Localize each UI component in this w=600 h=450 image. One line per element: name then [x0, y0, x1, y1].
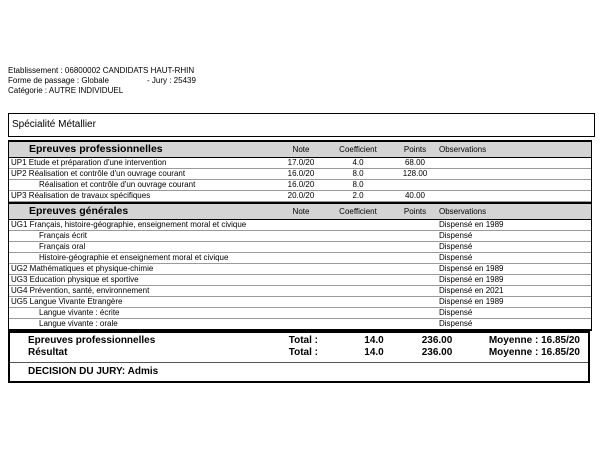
- table-row: [9, 286, 591, 297]
- column-header-coefficient: Coefficient: [339, 207, 377, 216]
- header-info-block: [8, 66, 194, 96]
- row-observations: Dispensé: [439, 253, 473, 262]
- row-label: UP1 Etude et préparation d'une intervention: [11, 158, 167, 167]
- row-coefficient: 8.0: [352, 169, 364, 178]
- summary-box: [8, 331, 590, 383]
- row-label: UG4 Prévention, santé, environnement: [11, 286, 150, 295]
- row-observations: Dispensé en 1989: [439, 297, 504, 306]
- summary-row-resultat: [10, 347, 588, 359]
- specialite-box: Spécialité Métallier: [8, 113, 595, 137]
- row-observations: Dispensé en 1989: [439, 275, 504, 284]
- summary-total-coefficient: 14.0: [364, 347, 384, 358]
- table-row: [9, 275, 591, 286]
- jury-number: - Jury : 25439: [147, 76, 196, 85]
- row-label: Histoire-géographie et enseignement moral et civique: [39, 253, 229, 262]
- row-label: Langue vivante : écrite: [39, 308, 120, 317]
- row-coefficient: 2.0: [352, 191, 364, 200]
- row-label: UP3 Réalisation de travaux spécifiques: [11, 191, 151, 200]
- row-label: Français écrit: [39, 231, 88, 240]
- row-label: UP2 Réalisation et contrôle d'un ouvrage courant: [11, 169, 186, 178]
- jury-decision: DECISION DU JURY: Admis: [10, 362, 588, 381]
- row-coefficient: 4.0: [352, 158, 364, 167]
- column-header-note: Note: [292, 145, 310, 154]
- table-row: [9, 242, 591, 253]
- summary-row-label: Epreuves professionnelles: [28, 335, 156, 346]
- section-title: Epreuves professionnelles: [29, 143, 163, 155]
- row-label: Réalisation et contrôle d'un ouvrage courant: [39, 180, 196, 189]
- table-row: [9, 158, 591, 169]
- summary-total-coefficient: 14.0: [364, 335, 384, 346]
- row-label: Langue vivante : orale: [39, 319, 118, 328]
- row-observations: Dispensé en 1989: [439, 264, 504, 273]
- summary-row-label: Résultat: [28, 347, 68, 358]
- row-observations: Dispensé: [439, 242, 473, 251]
- summary-row-professionnelles: [10, 335, 588, 347]
- column-header-points: Points: [403, 207, 427, 216]
- section-title: Epreuves générales: [29, 205, 129, 217]
- section-header-bar: [9, 142, 591, 158]
- forme-passage-text: Forme de passage : Globale: [8, 76, 109, 85]
- row-note: 17.0/20: [287, 158, 315, 167]
- table-row: [9, 297, 591, 308]
- summary-total-label: Total :: [288, 335, 318, 346]
- column-header-coefficient: Coefficient: [339, 145, 377, 154]
- table-row: [9, 180, 591, 191]
- column-header-points: Points: [403, 145, 427, 154]
- column-header-observations: Observations: [439, 145, 487, 154]
- table-row: [9, 169, 591, 180]
- section-header-bar: [9, 202, 591, 220]
- row-observations: Dispensé en 1989: [439, 220, 504, 229]
- exam-table: [8, 140, 592, 331]
- summary-moyenne: Moyenne : 16.85/20: [488, 347, 580, 358]
- summary-total-label: Total :: [288, 347, 318, 358]
- row-label: UG1 Français, histoire-géographie, enseignement moral et civique: [11, 220, 247, 229]
- row-note: 20.0/20: [287, 191, 315, 200]
- column-header-note: Note: [292, 207, 310, 216]
- summary-moyenne: Moyenne : 16.85/20: [488, 335, 580, 346]
- row-points: 40.00: [404, 191, 426, 200]
- row-note: 16.0/20: [287, 169, 315, 178]
- etablissement-line: Etablissement : 06800002 CANDIDATS HAUT-RHIN: [8, 66, 195, 75]
- table-row: [9, 220, 591, 231]
- column-header-observations: Observations: [439, 207, 487, 216]
- row-coefficient: 8.0: [352, 180, 364, 189]
- table-row: [9, 264, 591, 275]
- row-label: UG5 Langue Vivante Etrangère: [11, 297, 123, 306]
- row-points: 68.00: [404, 158, 426, 167]
- row-note: 16.0/20: [287, 180, 315, 189]
- table-row: [9, 308, 591, 319]
- table-row: [9, 191, 591, 202]
- row-label: Français oral: [39, 242, 86, 251]
- row-observations: Dispensé: [439, 319, 473, 328]
- row-observations: Dispensé: [439, 231, 473, 240]
- table-row: [9, 231, 591, 242]
- table-row: [9, 319, 591, 329]
- row-observations: Dispensé: [439, 308, 473, 317]
- categorie-line: Catégorie : AUTRE INDIVIDUEL: [8, 86, 124, 95]
- row-label: UG3 Education physique et sportive: [11, 275, 139, 284]
- summary-total-points: 236.00: [421, 347, 453, 358]
- row-points: 128.00: [402, 169, 428, 178]
- summary-total-points: 236.00: [421, 335, 453, 346]
- row-observations: Dispensé en 2021: [439, 286, 504, 295]
- row-label: UG2 Mathématiques et physique-chimie: [11, 264, 154, 273]
- forme-passage-line: [8, 76, 194, 86]
- table-row: [9, 253, 591, 264]
